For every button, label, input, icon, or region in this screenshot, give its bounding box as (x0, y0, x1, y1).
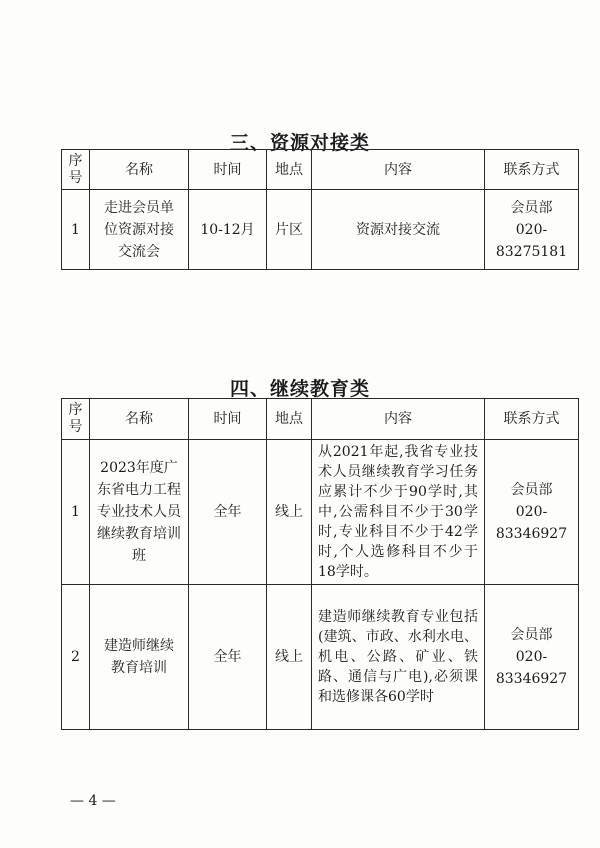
cell-place: 线上 (267, 440, 312, 585)
table-header-row (62, 399, 579, 440)
header-place: 地点 (267, 399, 312, 440)
header-content: 内容 (312, 399, 485, 440)
cell-no: 2 (62, 585, 90, 730)
cell-no: 1 (62, 190, 90, 270)
cell-place: 片区 (267, 190, 312, 270)
contact-dept: 会员部 (510, 482, 553, 498)
cell-name: 建造师继续教育培训 (90, 585, 189, 730)
header-time: 时间 (189, 150, 267, 190)
contact-phone: 020-83346927 (495, 504, 568, 542)
cell-contact (485, 585, 579, 730)
cell-content: 资源对接交流 (312, 190, 485, 270)
contact-dept: 会员部 (510, 199, 553, 216)
contact-dept: 会员部 (510, 627, 553, 643)
header-contact: 联系方式 (485, 399, 579, 440)
cell-content: 从2021年起,我省专业技术人员继续教育学习任务应累计不少于90学时,其中,公需科目不少于30学时,专业科目不少于42学时,个人选修科目不少于18学时。 (312, 440, 485, 585)
cell-no: 1 (62, 440, 90, 585)
header-name: 名称 (90, 399, 189, 440)
cell-time: 全年 (189, 585, 267, 730)
cell-contact (485, 190, 579, 270)
section4-title: 四、继续教育类 (229, 378, 370, 400)
header-name: 名称 (90, 150, 189, 190)
section3-table (61, 149, 579, 270)
table-row (62, 440, 579, 585)
table-row (62, 190, 579, 270)
header-content: 内容 (312, 150, 485, 190)
cell-time: 全年 (189, 440, 267, 585)
header-time: 时间 (189, 399, 267, 440)
table-header-row (62, 150, 579, 190)
table-row (62, 585, 579, 730)
cell-name: 2023年度广东省电力工程专业技术人员继续教育培训班 (90, 440, 189, 585)
header-place: 地点 (267, 150, 312, 190)
contact-phone: 020-83346927 (495, 649, 568, 687)
header-no: 序号 (62, 150, 90, 190)
cell-time: 10-12月 (189, 190, 267, 270)
cell-contact (485, 440, 579, 585)
page-number: — 4 — (70, 793, 116, 809)
cell-place: 线上 (267, 585, 312, 730)
header-no: 序号 (62, 399, 90, 440)
cell-content: 建造师继续教育专业包括(建筑、市政、水利水电、机电、公路、矿业、铁路、通信与广电),必须课和选修课各60学时 (312, 585, 485, 730)
header-contact: 联系方式 (485, 150, 579, 190)
contact-phone: 020-83275181 (495, 221, 568, 260)
section3-title: 三、资源对接类 (229, 132, 370, 154)
section4-table (61, 398, 579, 730)
cell-name: 走进会员单位资源对接交流会 (90, 190, 189, 270)
